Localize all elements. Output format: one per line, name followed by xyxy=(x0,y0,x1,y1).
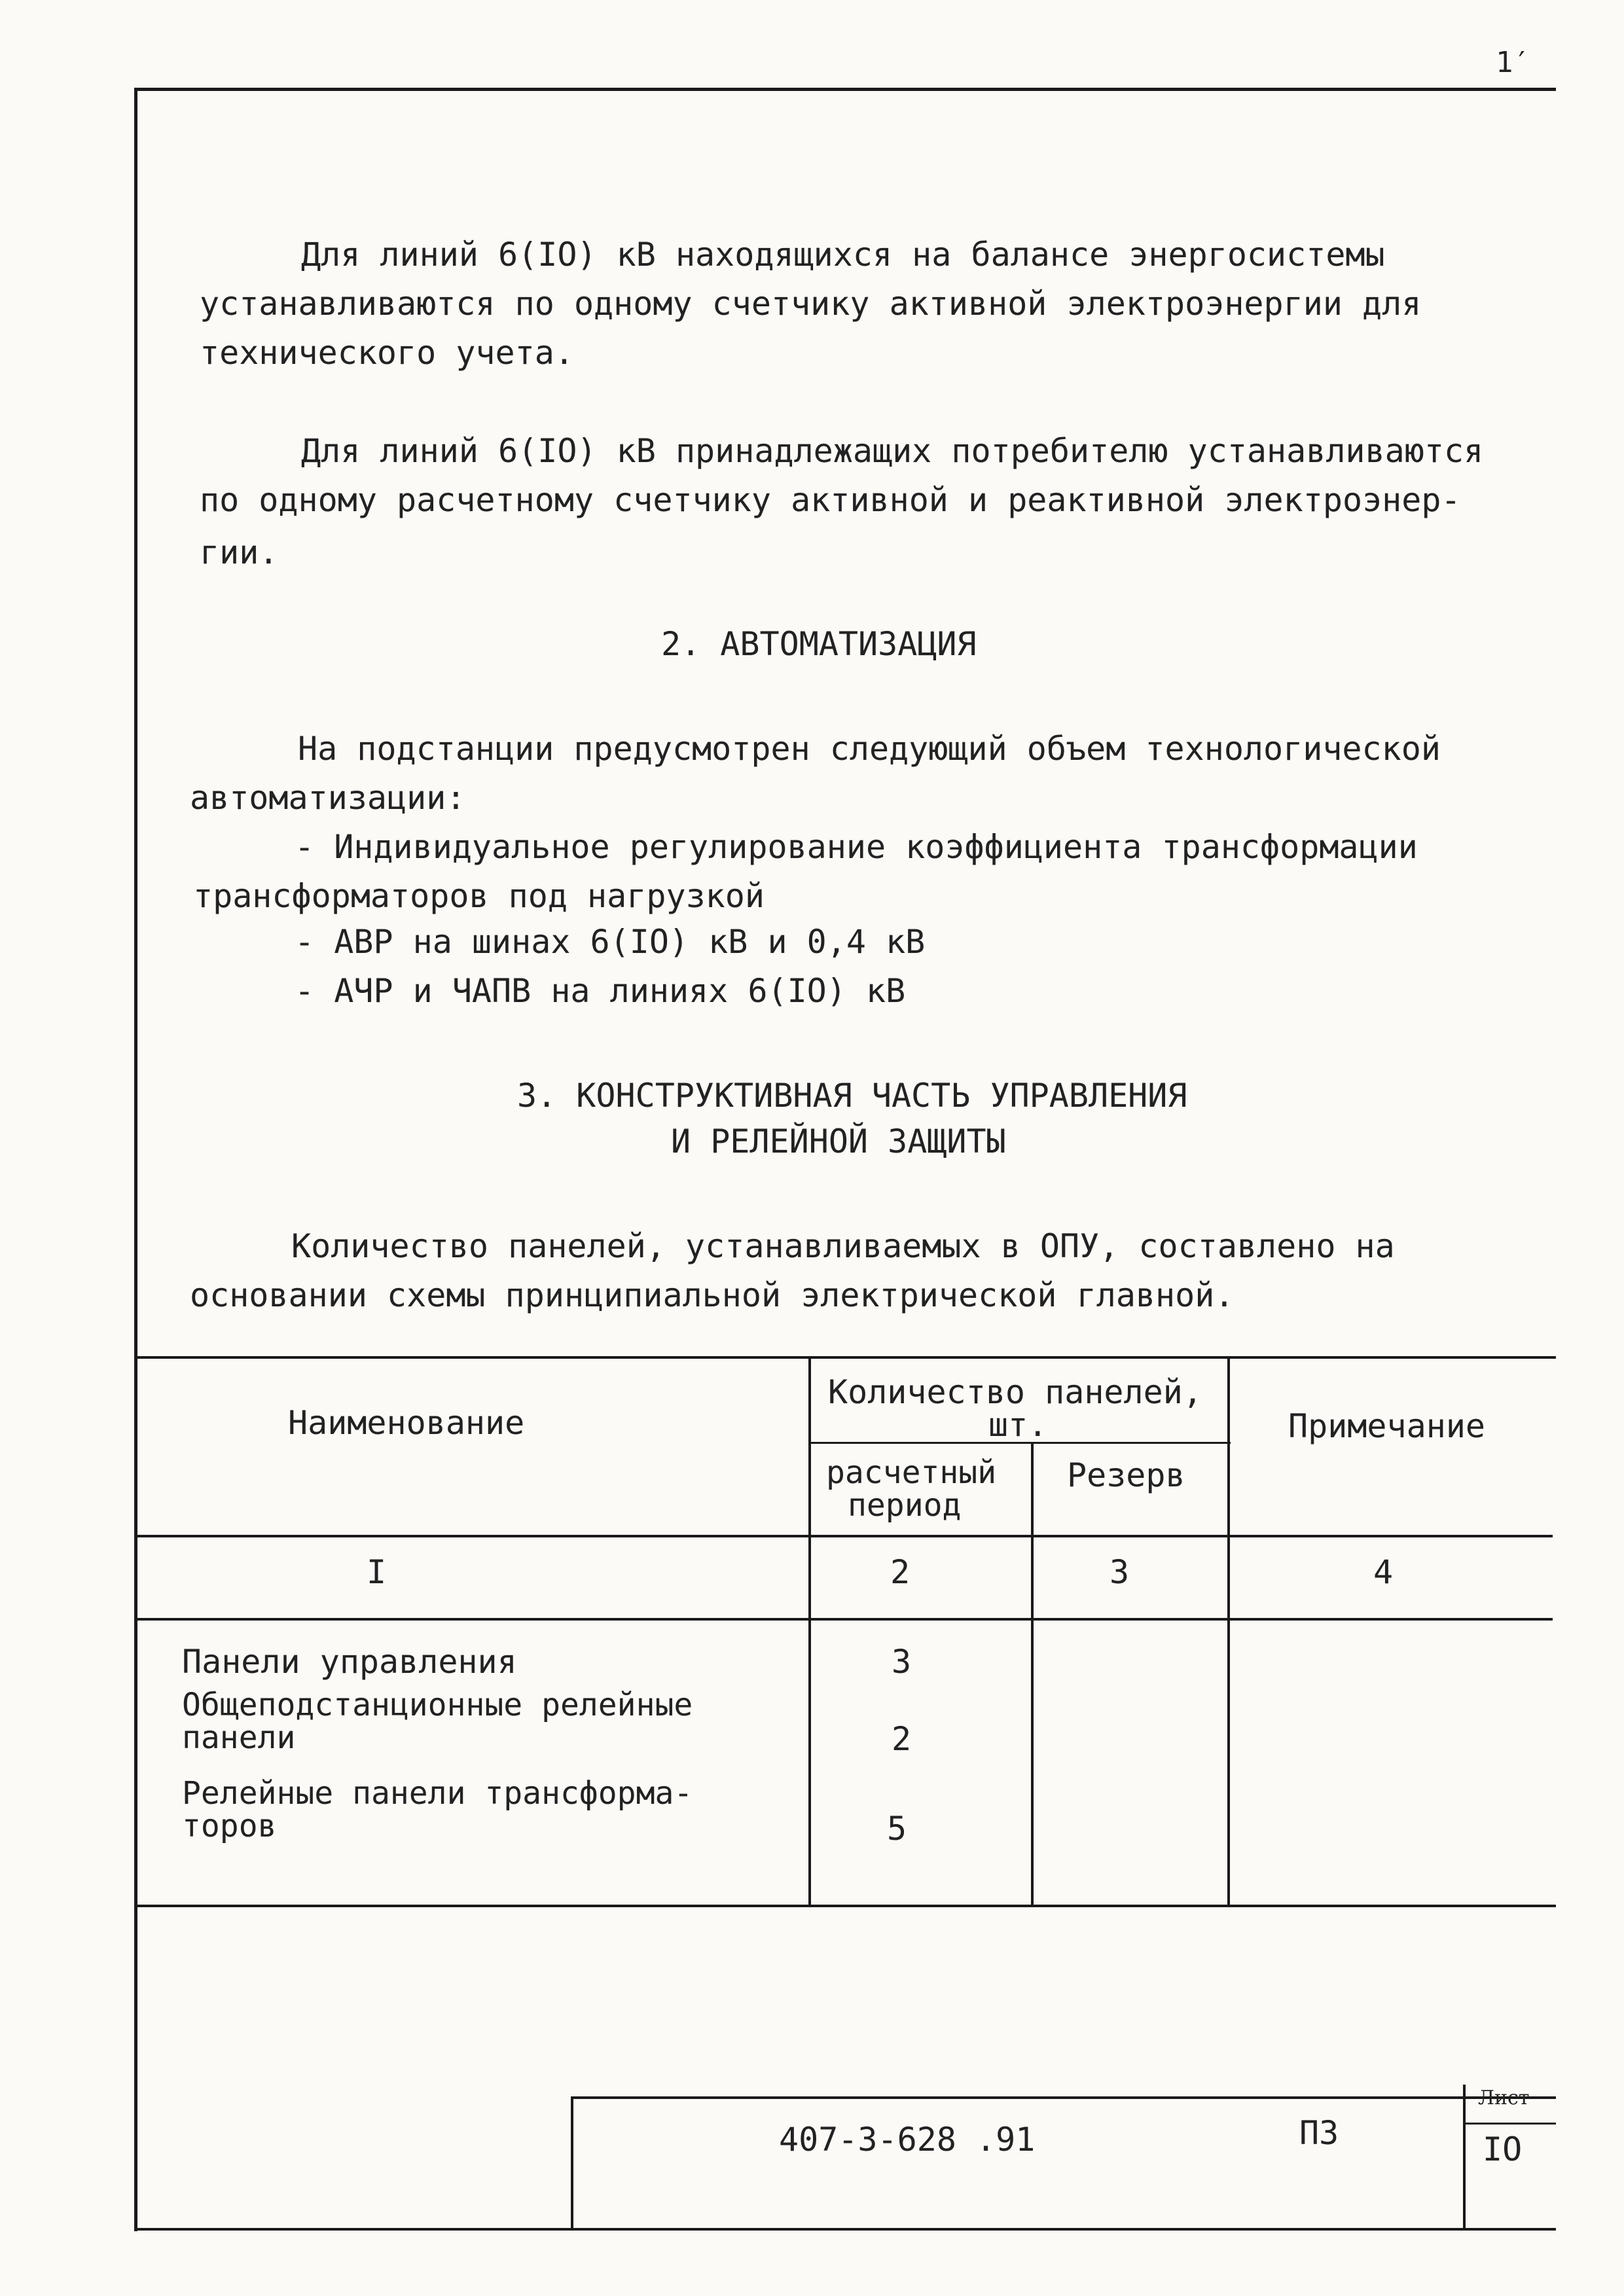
header-reserve: Резерв xyxy=(1067,1456,1185,1494)
row2-calc: 2 xyxy=(892,1720,912,1758)
corner-mark: 1′ xyxy=(1496,46,1530,79)
section3-text-line1: Количество панелей, устанавливаемых в ОПУ, составлено на xyxy=(291,1227,1395,1265)
section2-item1-line2: трансформаторов под нагрузкой xyxy=(193,877,765,915)
stamp-doc: ПЗ xyxy=(1299,2114,1339,2152)
row3-name-line2: торов xyxy=(182,1808,277,1844)
header-note: Примечание xyxy=(1288,1407,1486,1445)
header-name: Наименование xyxy=(288,1404,525,1442)
frame-left xyxy=(134,88,137,2231)
p1-line3: технического учета. xyxy=(200,334,574,372)
section2-item1-line1: - Индивидуальное регулирование коэффициента трансформации xyxy=(295,828,1418,866)
section2-heading: 2. АВТОМАТИЗАЦИЯ xyxy=(661,625,977,663)
header-calc-line1: расчетный xyxy=(826,1454,997,1491)
col-number-4: 4 xyxy=(1373,1553,1394,1591)
stamp-sheet-number: IO xyxy=(1483,2130,1523,2168)
row3-calc: 5 xyxy=(887,1810,907,1848)
table-col-divider-2 xyxy=(1031,1443,1034,1906)
header-count-line1: Количество панелей, xyxy=(828,1373,1202,1411)
section2-item2: - АВР на шинах 6(IO) кВ и 0,4 кВ xyxy=(295,923,926,961)
table-header-rule xyxy=(137,1535,1553,1537)
row1-name: Панели управления xyxy=(182,1643,517,1681)
header-calc-line2: период xyxy=(848,1487,962,1524)
frame-bottom xyxy=(134,2228,1556,2231)
p2-line3: гии. xyxy=(200,533,279,571)
stamp-sheet-rule xyxy=(1463,2123,1556,2125)
section2-intro-line2: автоматизации: xyxy=(190,779,466,817)
p2-line2: по одному расчетному счетчику активной и реактивной электроэнер- xyxy=(200,481,1461,519)
header-count-line2: шт. xyxy=(988,1406,1048,1444)
p1-line1: Для линий 6(IO) кВ находящихся на балансе энергосистемы xyxy=(301,236,1385,274)
frame-top xyxy=(134,88,1556,91)
stamp-code: 407-3-628 .91 xyxy=(779,2121,1036,2159)
col-number-1: I xyxy=(367,1553,387,1591)
row2-name-line2: панели xyxy=(182,1719,296,1756)
table-bottom-rule xyxy=(134,1905,1556,1907)
section2-item3: - АЧР и ЧАПВ на линиях 6(IO) кВ xyxy=(295,972,906,1010)
stamp-top-rule xyxy=(571,2096,1556,2099)
section3-heading-line2: И РЕЛЕЙНОЙ ЗАЩИТЫ xyxy=(671,1122,1006,1160)
row2-name-line1: Общеподстанционные релейные xyxy=(182,1687,693,1723)
table-top-rule xyxy=(134,1356,1556,1359)
stamp-left-rule xyxy=(571,2096,573,2229)
section3-text-line2: основании схемы принципиальной электрической главной. xyxy=(190,1276,1235,1314)
p1-line2: устанавливаются по одному счетчику активной электроэнергии для xyxy=(200,285,1422,323)
col-number-3: 3 xyxy=(1110,1553,1130,1591)
section3-heading-line1: 3. КОНСТРУКТИВНАЯ ЧАСТЬ УПРАВЛЕНИЯ xyxy=(517,1077,1187,1115)
col-number-2: 2 xyxy=(890,1553,911,1591)
table-col-divider-3 xyxy=(1227,1357,1230,1906)
table-numbers-rule xyxy=(137,1618,1553,1621)
p2-line1: Для линий 6(IO) кВ принадлежащих потребителю устанавливаются xyxy=(301,432,1484,470)
row1-calc: 3 xyxy=(892,1643,912,1681)
row3-name-line1: Релейные панели трансформа- xyxy=(182,1775,693,1812)
stamp-sheet-label: Лист xyxy=(1478,2087,1530,2109)
section2-intro-line1: На подстанции предусмотрен следующий объем технологической xyxy=(298,730,1441,768)
table-col-divider-1 xyxy=(808,1357,811,1906)
stamp-sheet-divider xyxy=(1463,2085,1466,2229)
